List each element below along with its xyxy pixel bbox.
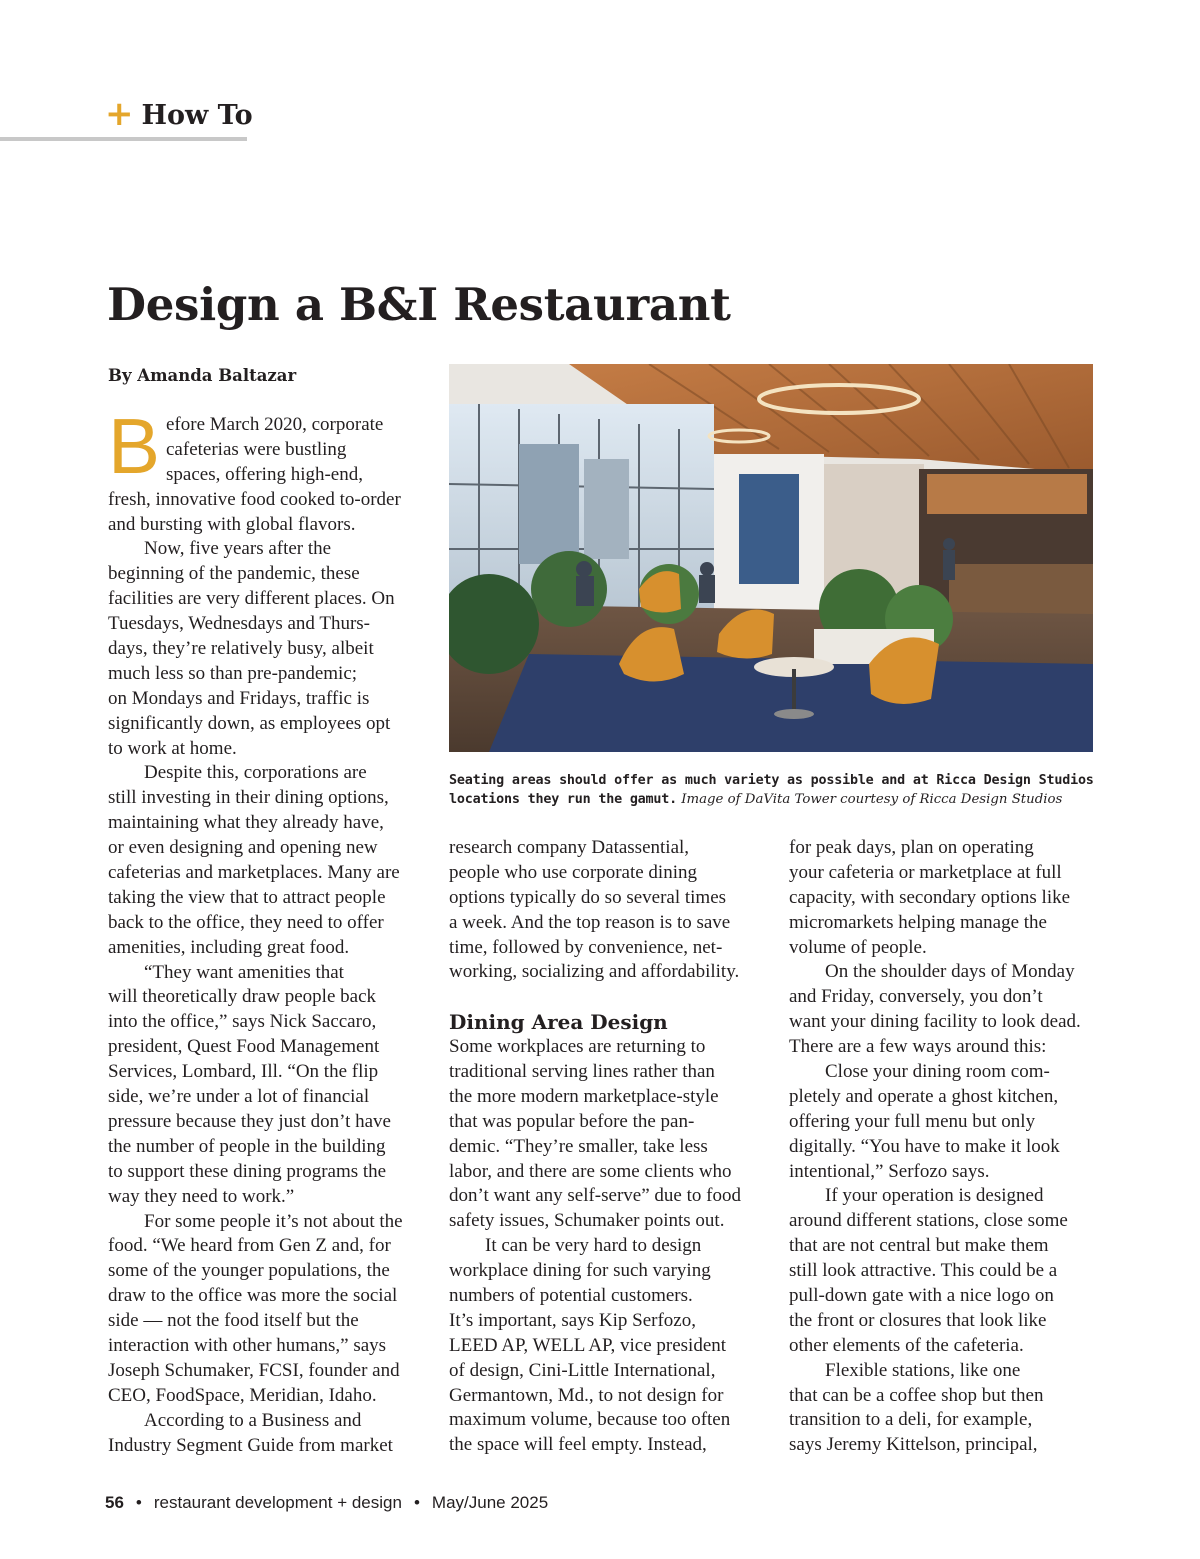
text-line: still look attractive. This could be a xyxy=(789,1260,1058,1282)
text-line: still investing in their dining options, xyxy=(108,787,389,809)
text-line: president, Quest Food Management xyxy=(108,1036,380,1058)
text-line: your cafeteria or marketplace at full xyxy=(789,861,1062,883)
text-line: cafeterias and marketplaces. Many are xyxy=(108,862,400,884)
text-line: CEO, FoodSpace, Meridian, Idaho. xyxy=(108,1384,377,1406)
issue-date: May/June 2025 xyxy=(431,1493,549,1512)
text-line: other elements of the cafeteria. xyxy=(789,1334,1024,1356)
text-line: There are a few ways around this: xyxy=(789,1036,1047,1058)
text-line: spaces, offering high-end, xyxy=(166,463,363,485)
text-line: Joseph Schumaker, FCSI, founder and xyxy=(108,1359,400,1381)
text-line: facilities are very different places. On xyxy=(108,588,395,610)
text-line: a week. And the top reason is to save xyxy=(449,911,731,933)
text-line: time, followed by convenience, net- xyxy=(449,936,723,958)
article-column-2 xyxy=(449,836,769,1458)
text-line: for peak days, plan on operating xyxy=(789,837,1034,858)
cafeteria-photo-illustration xyxy=(449,364,1093,752)
text-line: fresh, innovative food cooked to-order xyxy=(108,488,401,510)
article-column-1 xyxy=(108,413,428,1458)
text-line: don’t want any self-serve” due to food xyxy=(449,1185,741,1207)
text-line: says Jeremy Kittelson, principal, xyxy=(789,1434,1038,1456)
text-line: efore March 2020, corporate xyxy=(166,414,384,435)
text-line: significantly down, as employees opt xyxy=(108,712,391,734)
bullet-separator: • xyxy=(135,1493,142,1512)
section-rule xyxy=(0,137,247,141)
text-line: transition to a deli, for example, xyxy=(789,1409,1033,1431)
plus-icon: + xyxy=(105,93,134,134)
text-line: into the office,” says Nick Saccaro, xyxy=(108,1011,377,1033)
text-line: It can be very hard to design xyxy=(485,1235,702,1257)
text-line: people who use corporate dining xyxy=(449,861,697,883)
text-line: It’s important, says Kip Serfozo, xyxy=(449,1309,696,1331)
text-line: want your dining facility to look dead. xyxy=(789,1011,1081,1033)
text-line: to work at home. xyxy=(108,737,237,759)
text-line: Some workplaces are returning to xyxy=(449,1036,706,1058)
text-line: Close your dining room com- xyxy=(825,1061,1050,1083)
text-line: pull-down gate with a nice logo on xyxy=(789,1285,1054,1307)
text-line: way they need to work.” xyxy=(108,1185,295,1207)
section-tag xyxy=(105,93,253,134)
text-line: research company Datassential, xyxy=(449,837,690,858)
text-line: the space will feel empty. Instead, xyxy=(449,1434,707,1456)
article-column-3 xyxy=(789,836,1109,1458)
text-line: food. “We heard from Gen Z and, for xyxy=(108,1235,391,1257)
text-line: Flexible stations, like one xyxy=(825,1359,1021,1381)
text-line: If your operation is designed xyxy=(825,1185,1044,1207)
text-line: maintaining what they already have, xyxy=(108,812,384,834)
text-line: pletely and operate a ghost kitchen, xyxy=(789,1085,1059,1107)
text-line: Despite this, corporations are xyxy=(144,762,367,784)
text-line: much less so than pre-pandemic; xyxy=(108,662,358,684)
subheading-dining-area-design: Dining Area Design xyxy=(449,1010,668,1035)
text-line: working, socializing and affordability. xyxy=(449,961,740,983)
publication-name: restaurant development + design xyxy=(153,1493,402,1512)
text-line: Services, Lombard, Ill. “On the flip xyxy=(108,1061,379,1083)
text-line: of design, Cini-Little International, xyxy=(449,1359,716,1381)
section-label: How To xyxy=(141,100,253,131)
text-line: LEED AP, WELL AP, vice president xyxy=(449,1334,727,1356)
text-line: safety issues, Schumaker points out. xyxy=(449,1210,725,1232)
text-line: some of the younger populations, the xyxy=(108,1260,390,1282)
page-number: 56 xyxy=(105,1493,124,1512)
text-line: draw to the office was more the social xyxy=(108,1285,398,1307)
text-line: back to the office, they need to offer xyxy=(108,911,384,933)
text-line: beginning of the pandemic, these xyxy=(108,563,360,585)
text-line: offering your full menu but only xyxy=(789,1110,1036,1132)
caption-credit: Image of DaVita Tower courtesy of Ricca Design Studios xyxy=(681,792,1063,807)
text-line: demic. “They’re smaller, take less xyxy=(449,1135,708,1157)
text-line: Tuesdays, Wednesdays and Thurs- xyxy=(108,613,370,635)
text-line: intentional,” Serfozo says. xyxy=(789,1160,990,1182)
drop-cap: B xyxy=(108,402,161,490)
headline: Design a B&I Restaurant xyxy=(107,278,731,331)
text-line: will theoretically draw people back xyxy=(108,986,377,1008)
text-line: cafeterias were bustling xyxy=(166,438,347,460)
text-line: the number of people in the building xyxy=(108,1135,386,1157)
text-line: “They want amenities that xyxy=(144,961,344,983)
text-line: amenities, including great food. xyxy=(108,936,350,958)
text-line: pressure because they just don’t have xyxy=(108,1110,391,1132)
page-footer xyxy=(105,1493,548,1513)
text-line: numbers of potential customers. xyxy=(449,1285,693,1307)
text-line: that was popular before the pan- xyxy=(449,1110,695,1132)
text-line: that can be a coffee shop but then xyxy=(789,1384,1044,1406)
text-line: Industry Segment Guide from market xyxy=(108,1434,393,1456)
text-line: taking the view that to attract people xyxy=(108,886,386,908)
text-line: labor, and there are some clients who xyxy=(449,1160,732,1182)
text-line: side, we’re under a lot of financial xyxy=(108,1086,370,1108)
byline: By Amanda Baltazar xyxy=(108,366,297,385)
photo-caption xyxy=(449,771,1099,809)
text-line: to support these dining programs the xyxy=(108,1160,387,1182)
text-line: on Mondays and Fridays, traffic is xyxy=(108,687,370,709)
text-line: volume of people. xyxy=(789,936,927,958)
text-line: and bursting with global flavors. xyxy=(108,513,356,535)
text-line: For some people it’s not about the xyxy=(144,1210,403,1232)
caption-bold: Seating areas should offer as much variety as possible and at Ricca Design Studios locations they run the gamut. xyxy=(449,773,1094,807)
text-line: or even designing and opening new xyxy=(108,837,378,859)
text-line: workplace dining for such varying xyxy=(449,1260,711,1282)
text-line: interaction with other humans,” says xyxy=(108,1334,387,1356)
text-line: and Friday, conversely, you don’t xyxy=(789,986,1043,1008)
text-line: On the shoulder days of Monday xyxy=(825,961,1075,983)
bullet-separator: • xyxy=(413,1493,420,1512)
text-line: digitally. “You have to make it look xyxy=(789,1135,1060,1157)
text-line: side — not the food itself but the xyxy=(108,1310,359,1332)
text-line: traditional serving lines rather than xyxy=(449,1061,715,1083)
text-line: maximum volume, because too often xyxy=(449,1409,731,1431)
text-line: options typically do so several times xyxy=(449,886,727,908)
text-line: days, they’re relatively busy, albeit xyxy=(108,638,374,660)
text-line: Now, five years after the xyxy=(144,538,332,560)
text-line: capacity, with secondary options like xyxy=(789,886,1071,908)
text-line: According to a Business and xyxy=(144,1409,362,1431)
text-line: the front or closures that look like xyxy=(789,1309,1047,1331)
cafeteria-photo xyxy=(449,364,1093,752)
text-line: around different stations, close some xyxy=(789,1210,1068,1232)
text-line: Germantown, Md., to not design for xyxy=(449,1384,724,1406)
text-line: the more modern marketplace-style xyxy=(449,1085,719,1107)
text-line: that are not central but make them xyxy=(789,1235,1049,1257)
text-line: micromarkets helping manage the xyxy=(789,911,1047,933)
